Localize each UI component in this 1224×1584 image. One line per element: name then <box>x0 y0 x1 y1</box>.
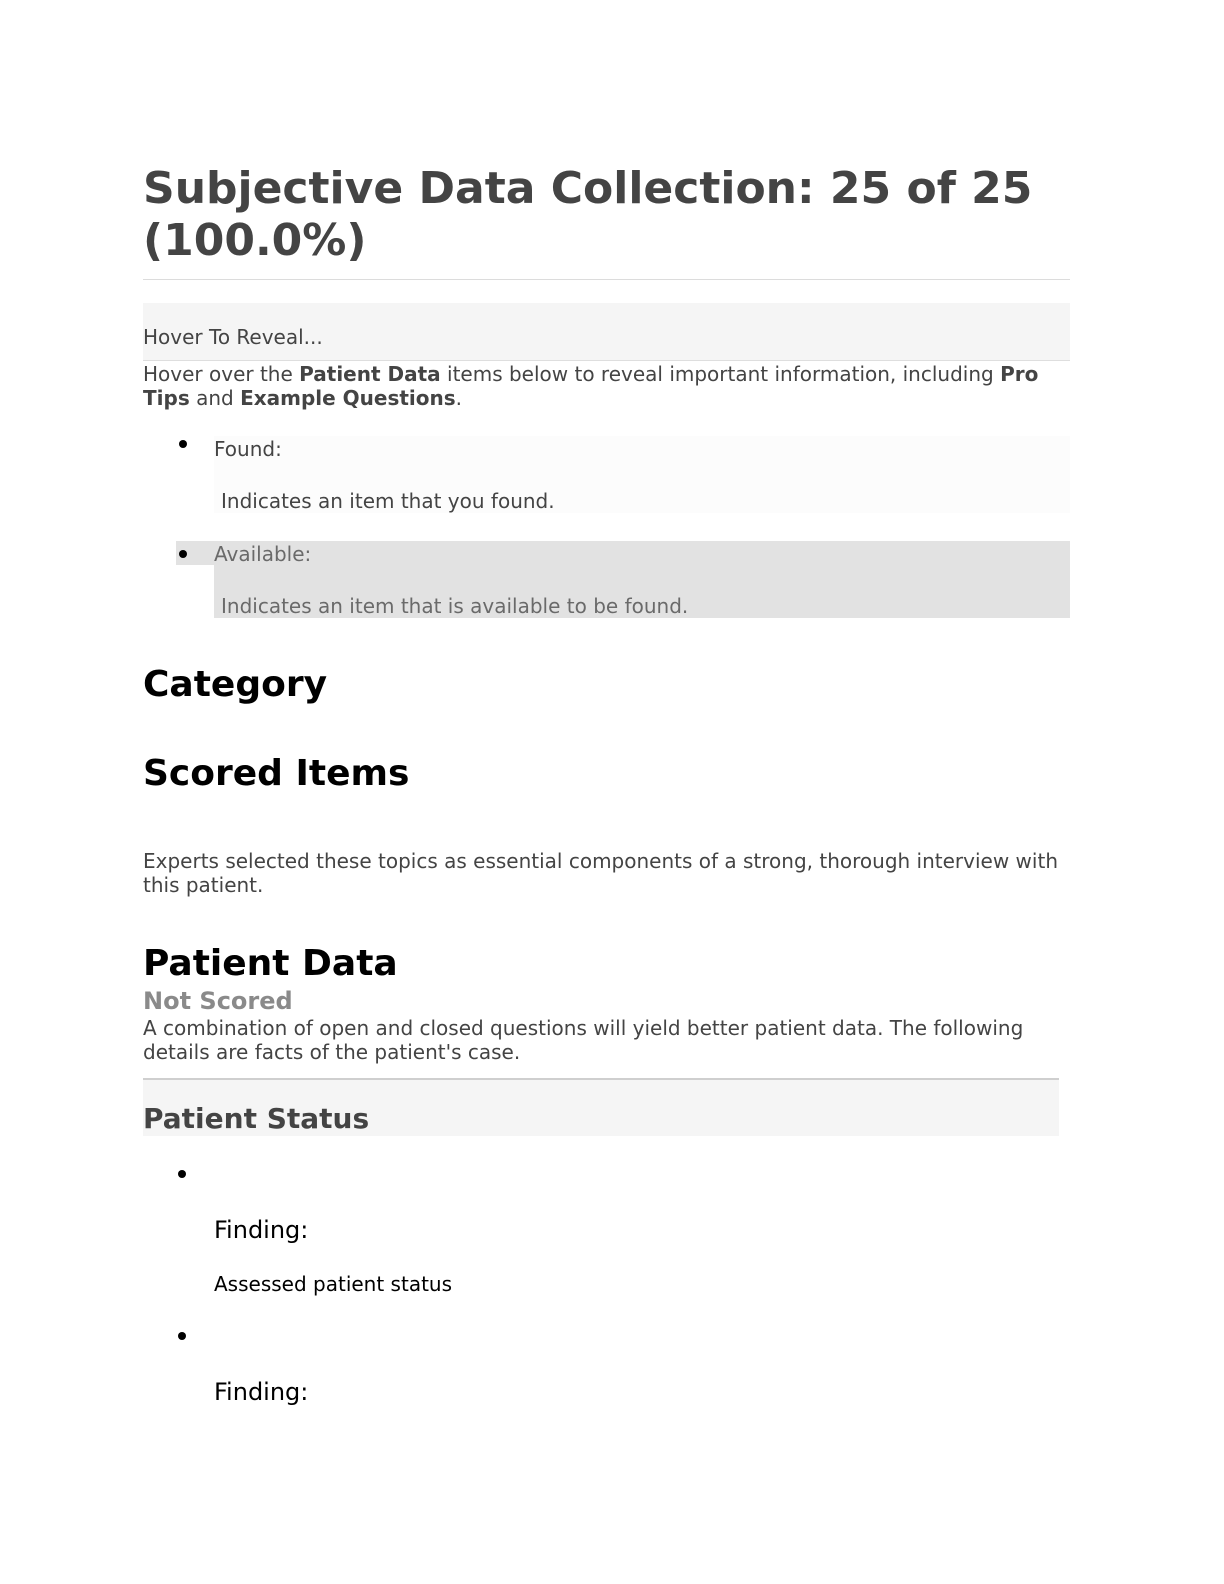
page-title: Subjective Data Collection: 25 of 25 (100.0%) <box>143 163 1033 266</box>
hover-to-reveal-title: Hover To Reveal... <box>143 325 323 349</box>
pro-tips-term: Pro Tips <box>143 362 1039 410</box>
hover-instructions-text: Hover over the <box>143 362 300 386</box>
category-heading: Category <box>143 664 328 705</box>
title-divider <box>143 279 1070 280</box>
bullet-icon <box>179 440 187 448</box>
patient-status-title: Patient Status <box>143 1102 370 1135</box>
legend-available-item[interactable] <box>214 541 1070 618</box>
legend-available-label: Available: <box>214 542 312 566</box>
not-scored-label: Not Scored <box>143 987 293 1015</box>
scored-items-heading: Scored Items <box>143 753 410 794</box>
hover-instructions-text: and <box>189 386 241 410</box>
legend-found-label: Found: <box>214 437 282 461</box>
bullet-icon <box>179 550 187 558</box>
hover-instructions <box>143 362 1070 410</box>
finding-label: Finding: <box>214 1378 309 1406</box>
finding-value: Assessed patient status <box>214 1272 453 1296</box>
patient-data-heading: Patient Data <box>143 943 398 984</box>
legend-found-text: Indicates an item that you found. <box>221 489 555 513</box>
legend-found-item[interactable] <box>214 436 1070 513</box>
patient-data-term: Patient Data <box>299 362 441 386</box>
patient-status-header[interactable] <box>143 1078 1059 1136</box>
bullet-icon <box>178 1170 186 1178</box>
bullet-icon <box>178 1332 186 1340</box>
patient-data-description: A combination of open and closed questions will yield better patient data. The following details are facts of the patient's case. <box>143 1016 1024 1064</box>
hover-instructions-text: items below to reveal important information, including <box>440 362 1001 386</box>
example-questions-term: Example Questions <box>240 386 456 410</box>
finding-label: Finding: <box>214 1216 309 1244</box>
hover-instructions-text: . <box>455 386 463 410</box>
legend-available-text: Indicates an item that is available to be found. <box>221 594 689 618</box>
hover-to-reveal-panel <box>143 303 1070 361</box>
scored-items-description: Experts selected these topics as essential components of a strong, thorough interview with this patient. <box>143 849 1058 897</box>
